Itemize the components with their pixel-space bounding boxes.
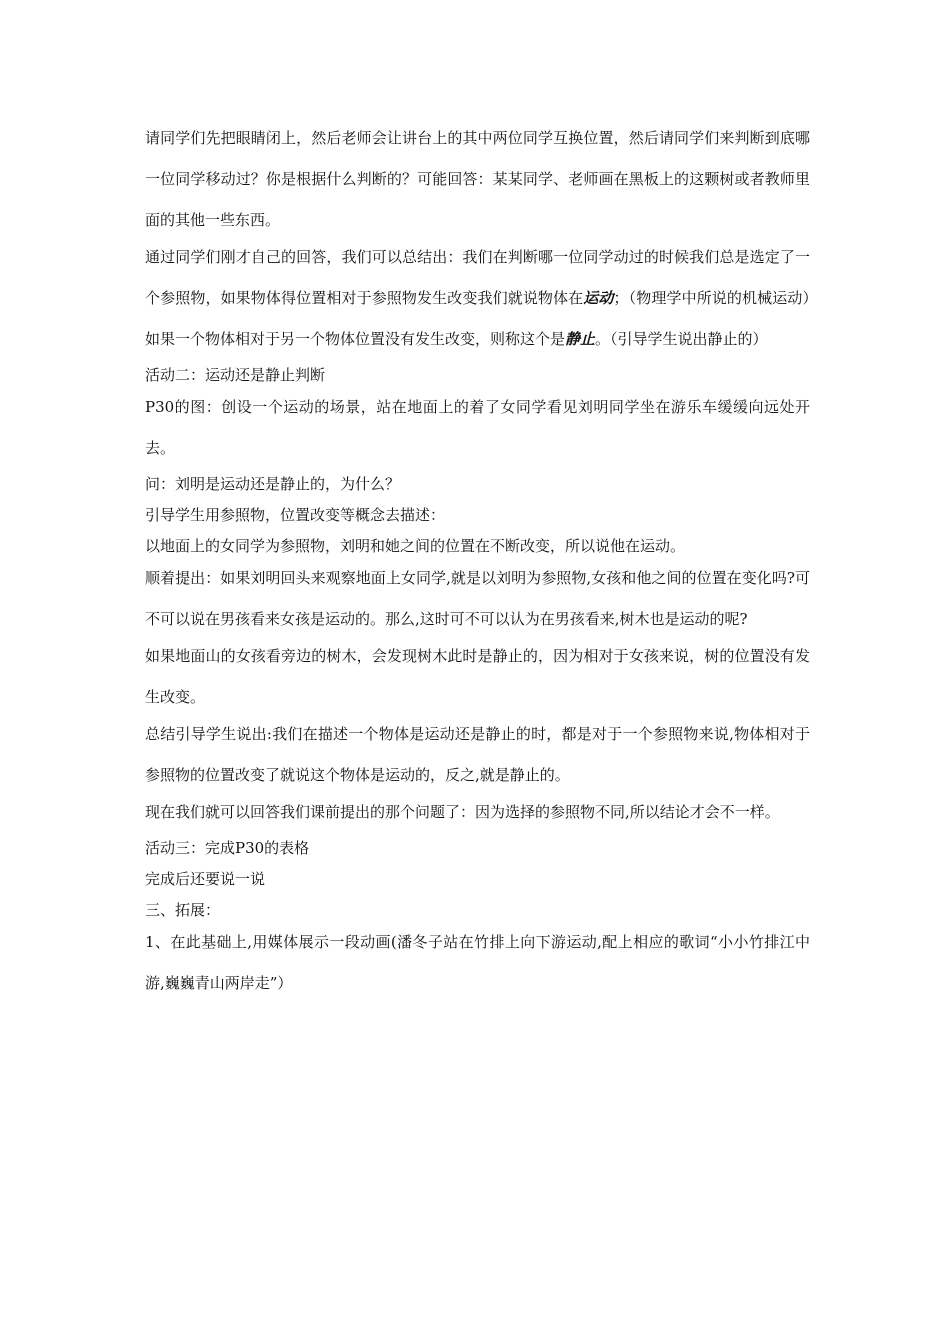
keyword-rest: 静止 (565, 330, 596, 348)
paragraph-text: 三、拓展： (145, 901, 221, 919)
paragraph-conclusion (145, 714, 810, 796)
paragraph-text: 总结引导学生说出:我们在描述一个物体是运动还是静止的时，都是对于一个参照物来说,物体相对于参照物的位置改变了就说这个物体是运动的，反之,就是静止的。 (145, 725, 810, 784)
paragraph-text: 引导学生用参照物，位置改变等概念去描述： (145, 506, 446, 524)
document-body (145, 118, 810, 1004)
paragraph-text: 活动二：运动还是静止判断 (145, 366, 326, 384)
paragraph-text: 以地面上的女同学为参照物，刘明和她之间的位置在不断改变，所以说他在运动。 (145, 537, 686, 555)
paragraph-summary-reference (145, 237, 810, 360)
paragraph-answer-question (145, 792, 810, 833)
paragraph-discuss (145, 864, 810, 895)
paragraph-text: 如果地面山的女孩看旁边的树木，会发现树木此时是静止的，因为相对于女孩来说，树的位置没有发生改变。 (145, 647, 810, 706)
paragraph-text: 现在我们就可以回答我们课前提出的那个问题了：因为选择的参照物不同,所以结论才会不一样。 (145, 803, 780, 821)
paragraph-p30-figure (145, 387, 810, 469)
keyword-motion: 运动 (583, 289, 614, 307)
paragraph-text: 1、在此基础上,用媒体展示一段动画(潘冬子站在竹排上向下游运动,配上相应的歌词“小小竹排江中游,巍巍青山两岸走”） (145, 933, 810, 992)
paragraph-text: 请同学们先把眼睛闭上，然后老师会让讲台上的其中两位同学互换位置，然后请同学们来判断到底哪一位同学移动过？你是根据什么判断的？可能回答：某某同学、老师画在黑板上的这颗树或者教师里面的其他一些东西。 (145, 129, 810, 229)
paragraph-intro-activity (145, 118, 810, 241)
paragraph-follow-up (145, 558, 810, 640)
paragraph-trees (145, 636, 810, 718)
paragraph-text: 问：刘明是运动还是静止的，为什么？ (145, 475, 401, 493)
paragraph-extension-item-1 (145, 922, 810, 1004)
paragraph-question (145, 469, 810, 500)
paragraph-text: P30的图：创设一个运动的场景，站在地面上的着了女同学看见刘明同学坐在游乐车缓缓向远处开去。 (145, 398, 810, 457)
paragraph-text: 通过同学们刚才自己的回答，我们可以总结出：我们在判断哪一位同学动过的时候我们总是选定了一个参照物，如果物体得位置相对于参照物发生改变我们就说物体在 (145, 248, 810, 307)
paragraph-guide (145, 500, 810, 531)
heading-activity-three (145, 833, 810, 864)
paragraph-text: 活动三：完成P30的表格 (145, 839, 310, 857)
paragraph-text: ；（物理学中所说的机械运动）如果一个物体相对于另一个物体位置没有发生改变，则称这个是 (145, 289, 810, 348)
paragraph-text: 。（引导学生说出静止的） (595, 330, 768, 348)
paragraph-text: 完成后还要说一说 (145, 870, 266, 888)
paragraph-text: 顺着提出：如果刘明回头来观察地面上女同学,就是以刘明为参照物,女孩和他之间的位置在变化吗?可不可以说在男孩看来女孩是运动的。那么,这时可不可以认为在男孩看来,树木也是运动的呢? (145, 569, 810, 628)
